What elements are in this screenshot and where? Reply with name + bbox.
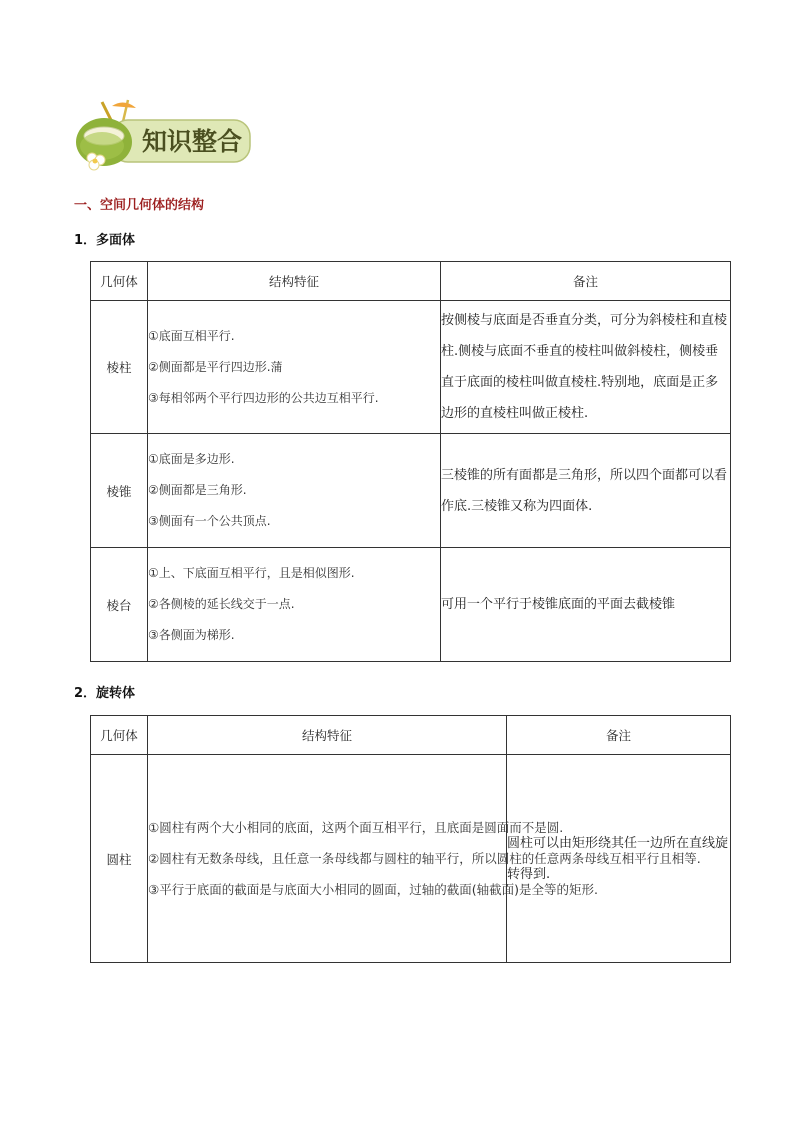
feature-item: ①圆柱有两个大小相同的底面，这两个面互相平行，且底面是圆面而不是圆.: [148, 820, 564, 835]
feature-list: [148, 301, 441, 434]
feature-item: ①底面是多边形.: [148, 452, 235, 466]
feature-item: ③每相邻两个平行四边形的公共边互相平行.: [148, 390, 379, 405]
feature-item: ③侧面有一个公共顶点.: [148, 514, 271, 528]
feature-item: ②侧面都是平行四边形.蒲: [148, 359, 283, 374]
polyhedra-title: 1．多面体: [74, 233, 136, 248]
table-row: [91, 301, 731, 434]
solid-name: 棱柱: [91, 301, 148, 434]
solid-name: 棱锥: [91, 434, 148, 548]
note-text: 按侧棱与底面是否垂直分类，可分为斜棱柱和直棱柱.侧棱与底面不垂直的棱柱叫做斜棱柱，侧棱垂直于底面的棱柱叫做直棱柱.特别地，底面是正多边形的直棱柱叫做正棱柱.: [441, 301, 731, 434]
feature-list: [148, 548, 441, 662]
table-header-row: [91, 716, 731, 755]
header-solid: 几何体: [91, 262, 148, 301]
section-title: 一、空间几何体的结构: [74, 198, 205, 213]
header-solid: 几何体: [91, 716, 148, 755]
header-notes: 备注: [507, 716, 731, 755]
feature-list: [148, 434, 441, 548]
feature-item: ①上、下底面互相平行，且是相似图形.: [148, 566, 355, 580]
table-row: [91, 548, 731, 662]
header-features: 结构特征: [148, 716, 507, 755]
solid-name: 棱台: [91, 548, 148, 662]
coconut-drink-icon: [72, 96, 254, 172]
note-text: 三棱锥的所有面都是三角形，所以四个面都可以看作底.三棱锥又称为四面体.: [441, 434, 731, 548]
polyhedra-table: [90, 261, 731, 662]
section-banner: [72, 96, 254, 172]
header-features: 结构特征: [148, 262, 441, 301]
feature-item: ②侧面都是三角形.: [148, 483, 247, 497]
feature-item: ①底面互相平行.: [148, 328, 235, 343]
solid-name: 圆柱: [91, 755, 148, 963]
table-header-row: [91, 262, 731, 301]
feature-item: ②各侧棱的延长线交于一点.: [148, 597, 295, 611]
rotation-table: [90, 715, 731, 963]
table-row: [91, 434, 731, 548]
note-text: 可用一个平行于棱锥底面的平面去截棱锥: [441, 548, 731, 662]
feature-item: ③平行于底面的截面是与底面大小相同的圆面，过轴的截面(轴截面)是全等的矩形.: [148, 882, 598, 897]
banner-title: 知识整合: [142, 127, 243, 156]
feature-item: ③各侧面为梯形.: [148, 628, 235, 642]
rotation-title: 2．旋转体: [74, 686, 136, 701]
table-row: [91, 755, 731, 963]
feature-item: ②圆柱有无数条母线，且任意一条母线都与圆柱的轴平行，所以圆柱的任意两条母线互相平行且相等.: [148, 851, 701, 866]
header-notes: 备注: [441, 262, 731, 301]
note-text: 圆柱可以由矩形绕其任一边所在直线旋转得到.: [507, 755, 731, 963]
